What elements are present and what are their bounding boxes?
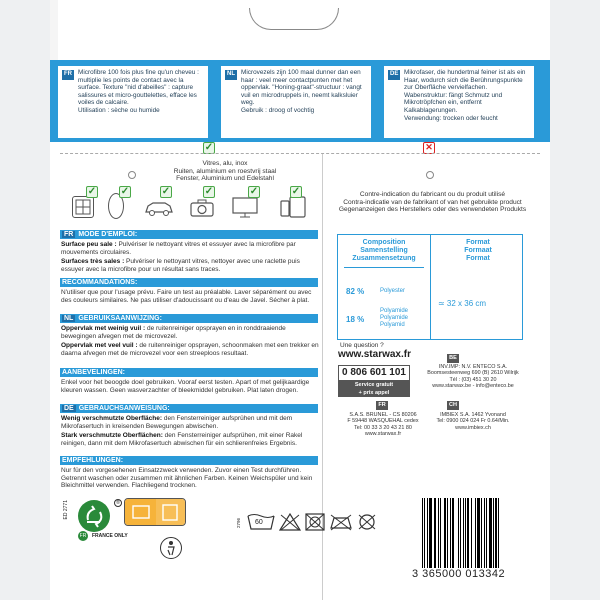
contra-fr: Contre-indication du fabricant ou du produit utilisé <box>359 191 506 198</box>
wash-60-icon <box>246 512 276 537</box>
wash-temperature: 60 <box>255 519 263 526</box>
section-title: EMPFEHLUNGEN: <box>62 457 124 464</box>
fr-reco-text: N'utiliser que pour l'usage prévu. Faire un test au préalable. Laver séparément ou avec des couleurs similaires. Ne pas utiliser d'adoucissant ou d'eau de Javel. Sécher à plat. <box>61 289 312 304</box>
body-text: den Fensterreiniger aufsprühen, mit einer Rakel reinigen, dann mit dem Mikrofasertuch abwischen für ein schlierenfreies Ergebnis. <box>61 432 303 447</box>
section-de-reco <box>60 456 318 465</box>
lang-tag-nl: NL <box>225 70 237 80</box>
section-title: GEBRAUCHSANWEISUNG: <box>78 405 170 412</box>
panel-fr-usage: Utilisation : sèche ou humide <box>78 106 160 114</box>
panel-fr-text: Microfibre 100 fois plus fine qu'un cheveu : multiplie les points de contact avec la surface. Texture "nid d'abeilles" : capture salissures et micro-gouttelettes, efface les voiles de calcaire. <box>78 69 199 107</box>
sorting-info-icon <box>124 498 186 526</box>
section-de-mode <box>60 404 318 413</box>
material-2: Polyamide Polyamide Polyamid <box>380 308 409 328</box>
material-1: Polyester <box>380 288 406 294</box>
section-fr-reco <box>60 278 318 287</box>
check-icon: ✓ <box>204 142 214 153</box>
panel-fr <box>58 66 208 138</box>
section-title: RECOMMANDATIONS: <box>62 279 138 286</box>
body-text: den Fensterreiniger aufsprühen und mit dem Mikrofasertuch in kreisenden Bewegungen abwischen. <box>61 415 293 430</box>
check-icon: ✓ <box>87 186 97 197</box>
panel-nl <box>221 66 371 138</box>
no-bleach-icon <box>278 512 302 537</box>
surfaces-text <box>140 160 310 183</box>
contra-text <box>330 191 535 214</box>
surfaces-nl: Ruiten, aluminium en roestvrij staal <box>173 167 277 175</box>
body-text: Pulvériser le nettoyant vitres et essuyer avec la microfibre par mouvements circulaires. <box>61 241 296 256</box>
cross-icon: ✕ <box>423 142 435 154</box>
triman-icon <box>160 537 182 559</box>
check-icon: ✓ <box>249 186 259 197</box>
nl-reco-text: Enkel voor het beoogde doel gebruiken. Vooraf eerst testen. Apart of met gelijkaardige kleuren wassen. Geen wasverzachter of bleekmiddel gebruiken. Plat laten drogen. <box>61 379 310 394</box>
percent-2: 18 % <box>346 315 365 324</box>
registered-icon: ® <box>114 499 122 507</box>
composition-box <box>337 234 523 340</box>
lang-tag-de: DE <box>64 405 74 412</box>
format-heading: Format Formaat Format <box>464 239 492 262</box>
check-icon: ✓ <box>291 186 301 197</box>
nl-mode-p1 <box>61 325 319 340</box>
barcode-number: 3 365000 013342 <box>412 568 506 580</box>
country-tag-ch: CH <box>447 401 459 410</box>
box-divider <box>430 235 431 339</box>
section-title: AANBEVELINGEN: <box>62 369 126 376</box>
barcode-bars <box>422 498 540 568</box>
hang-hole <box>249 8 339 30</box>
country-tag-be: BE <box>447 354 459 363</box>
de-mode-p2 <box>61 432 319 447</box>
bold-label: Surfaces très sales : <box>61 258 125 265</box>
section-fr-mode <box>60 230 318 239</box>
monitor-icon <box>232 197 258 224</box>
service-badge: Service gratuit + prix appel <box>338 381 410 397</box>
body-text: de ruitenreiniger opsprayen, schoonmaken met een trekker en daarna afvegen met de microvezel voor een streeploos resultaat. <box>61 342 319 357</box>
section-title: GEBRUIKSAANWIJZING: <box>78 315 162 322</box>
percent-1: 82 % <box>346 287 365 296</box>
de-mode-p1 <box>61 415 319 430</box>
format-size: ≃ 32 x 36 cm <box>438 299 487 308</box>
bold-label: Surface peu sale : <box>61 241 117 248</box>
question-label: Une question ? <box>340 342 384 349</box>
bold-label: Stark verschmutzte Oberflächen: <box>61 432 163 439</box>
radio-dot-icon <box>128 171 136 179</box>
france-only-label: FRANCE ONLY <box>92 533 128 539</box>
panel-de-text: Mikrofaser, die hundertmal feiner ist als ein Haar, wodurch sich die Berührungspunkte zur Oberfläche vervielfachen. Wabenstruktur: fängt Schmutz und Mikrotröpfchen ein, entfernt Kalkablagerungen. <box>404 69 526 114</box>
radio-dot-icon <box>426 171 434 179</box>
address-be: INV.IMP: N.V. ENTECO S.A. Boomsesteenweg 690 (B) 2610 Wilrijk Tél : (03) 451 30 20 www.starwax.be - info@enteco.be <box>427 364 519 390</box>
nl-mode-p2 <box>61 342 319 357</box>
bold-label: Oppervlak met weinig vuil : <box>61 325 146 332</box>
no-tumble-dry-icon <box>304 512 326 537</box>
no-iron-icon <box>328 512 354 537</box>
surfaces-fr: Vitres, alu, inox <box>202 160 248 167</box>
hang-tab-left <box>50 0 58 60</box>
phone-tablet-icon <box>280 196 306 223</box>
country-tag-fr: FR <box>376 401 388 410</box>
phone-number: 0 806 601 101 <box>338 365 410 381</box>
lang-tag-nl: NL <box>64 315 74 322</box>
check-icon: ✓ <box>161 186 171 197</box>
edition-ref: ED 2771 <box>63 500 69 520</box>
body-text: de ruitenreiniger opsprayen en in ronddraaiende bewegingen afvegen met de microvezel. <box>61 325 286 340</box>
box-rule <box>344 267 424 268</box>
small-code: 2796 <box>236 518 241 529</box>
contra-de: Gegenanzeigen des Herstellers oder des verwendeten Produkts <box>338 206 527 214</box>
section-title: MODE D'EMPLOI: <box>78 231 138 238</box>
panel-de-usage: Verwendung: trocken oder feucht <box>404 114 498 122</box>
panel-de <box>384 66 534 138</box>
check-icon: ✓ <box>120 186 130 197</box>
lang-tag-fr: FR <box>62 70 74 80</box>
fr-mode-p1 <box>61 241 319 256</box>
de-reco-text: Nur für den vorgesehenen Einsatzzweck verwenden. Zuvor einen Test durchführen. Getrennt waschen oder zusammen mit ähnlichen Farben. Keinen Weichspüler und kein Bleichmittel verwenden. Flachliegend trocknen. <box>61 467 313 489</box>
section-nl-mode <box>60 314 318 323</box>
lang-tag-de: DE <box>388 70 400 80</box>
website-link[interactable]: www.starwax.fr <box>338 349 411 360</box>
fr-tag-icon: FR <box>79 533 87 539</box>
panel-nl-text: Microvezels zijn 100 maal dunner dan een haar : veel meer contactpunten met het oppervlak. "Honing-graat"-structuur : vangt vuil en microdruppels in, neemt kalksluier weg. <box>241 69 362 107</box>
barcode-bar <box>499 498 500 568</box>
lang-tag-fr: FR <box>64 231 74 238</box>
address-ch: IMBIEX S.A. 1462 Yvonand Tel: 0900 024 024 Fr 0.64/Min. www.imbiex.ch <box>436 412 510 431</box>
composition-heading: Composition Samenstelling Zusammensetzung <box>352 239 416 262</box>
address-fr: S.A.S. BRUNEL - CS 80206 F 59448 WASQUEHAL cedex Tel: 00 33 3 20 43 21 80 www.starwax.fr <box>347 412 419 438</box>
window-icon <box>72 196 94 218</box>
bold-label: Oppervlak met veel vuil : <box>61 342 138 349</box>
contra-nl: Contra-indicatie van de fabrikant of van het gebruikte product <box>343 198 522 206</box>
recycle-icon <box>78 500 110 532</box>
body-text: Pulvériser le nettoyant vitres, nettoyer avec une raclette puis essuyer avec la microfibre pour un résultat sans traces. <box>61 258 300 273</box>
camera-icon <box>190 199 214 222</box>
bold-label: Wenig verschmutzte Oberfläche: <box>61 415 163 422</box>
car-icon <box>144 200 174 214</box>
no-dry-clean-icon <box>356 512 378 537</box>
check-icon: ✓ <box>204 186 214 197</box>
section-nl-reco <box>60 368 318 377</box>
surfaces-de: Fenster, Aluminium und Edelstahl <box>176 175 274 183</box>
fr-mode-p2 <box>61 258 319 273</box>
panel-nl-usage: Gebruik : droog of vochtig <box>241 106 315 114</box>
barcode <box>412 498 542 588</box>
dashed-divider <box>60 153 540 154</box>
